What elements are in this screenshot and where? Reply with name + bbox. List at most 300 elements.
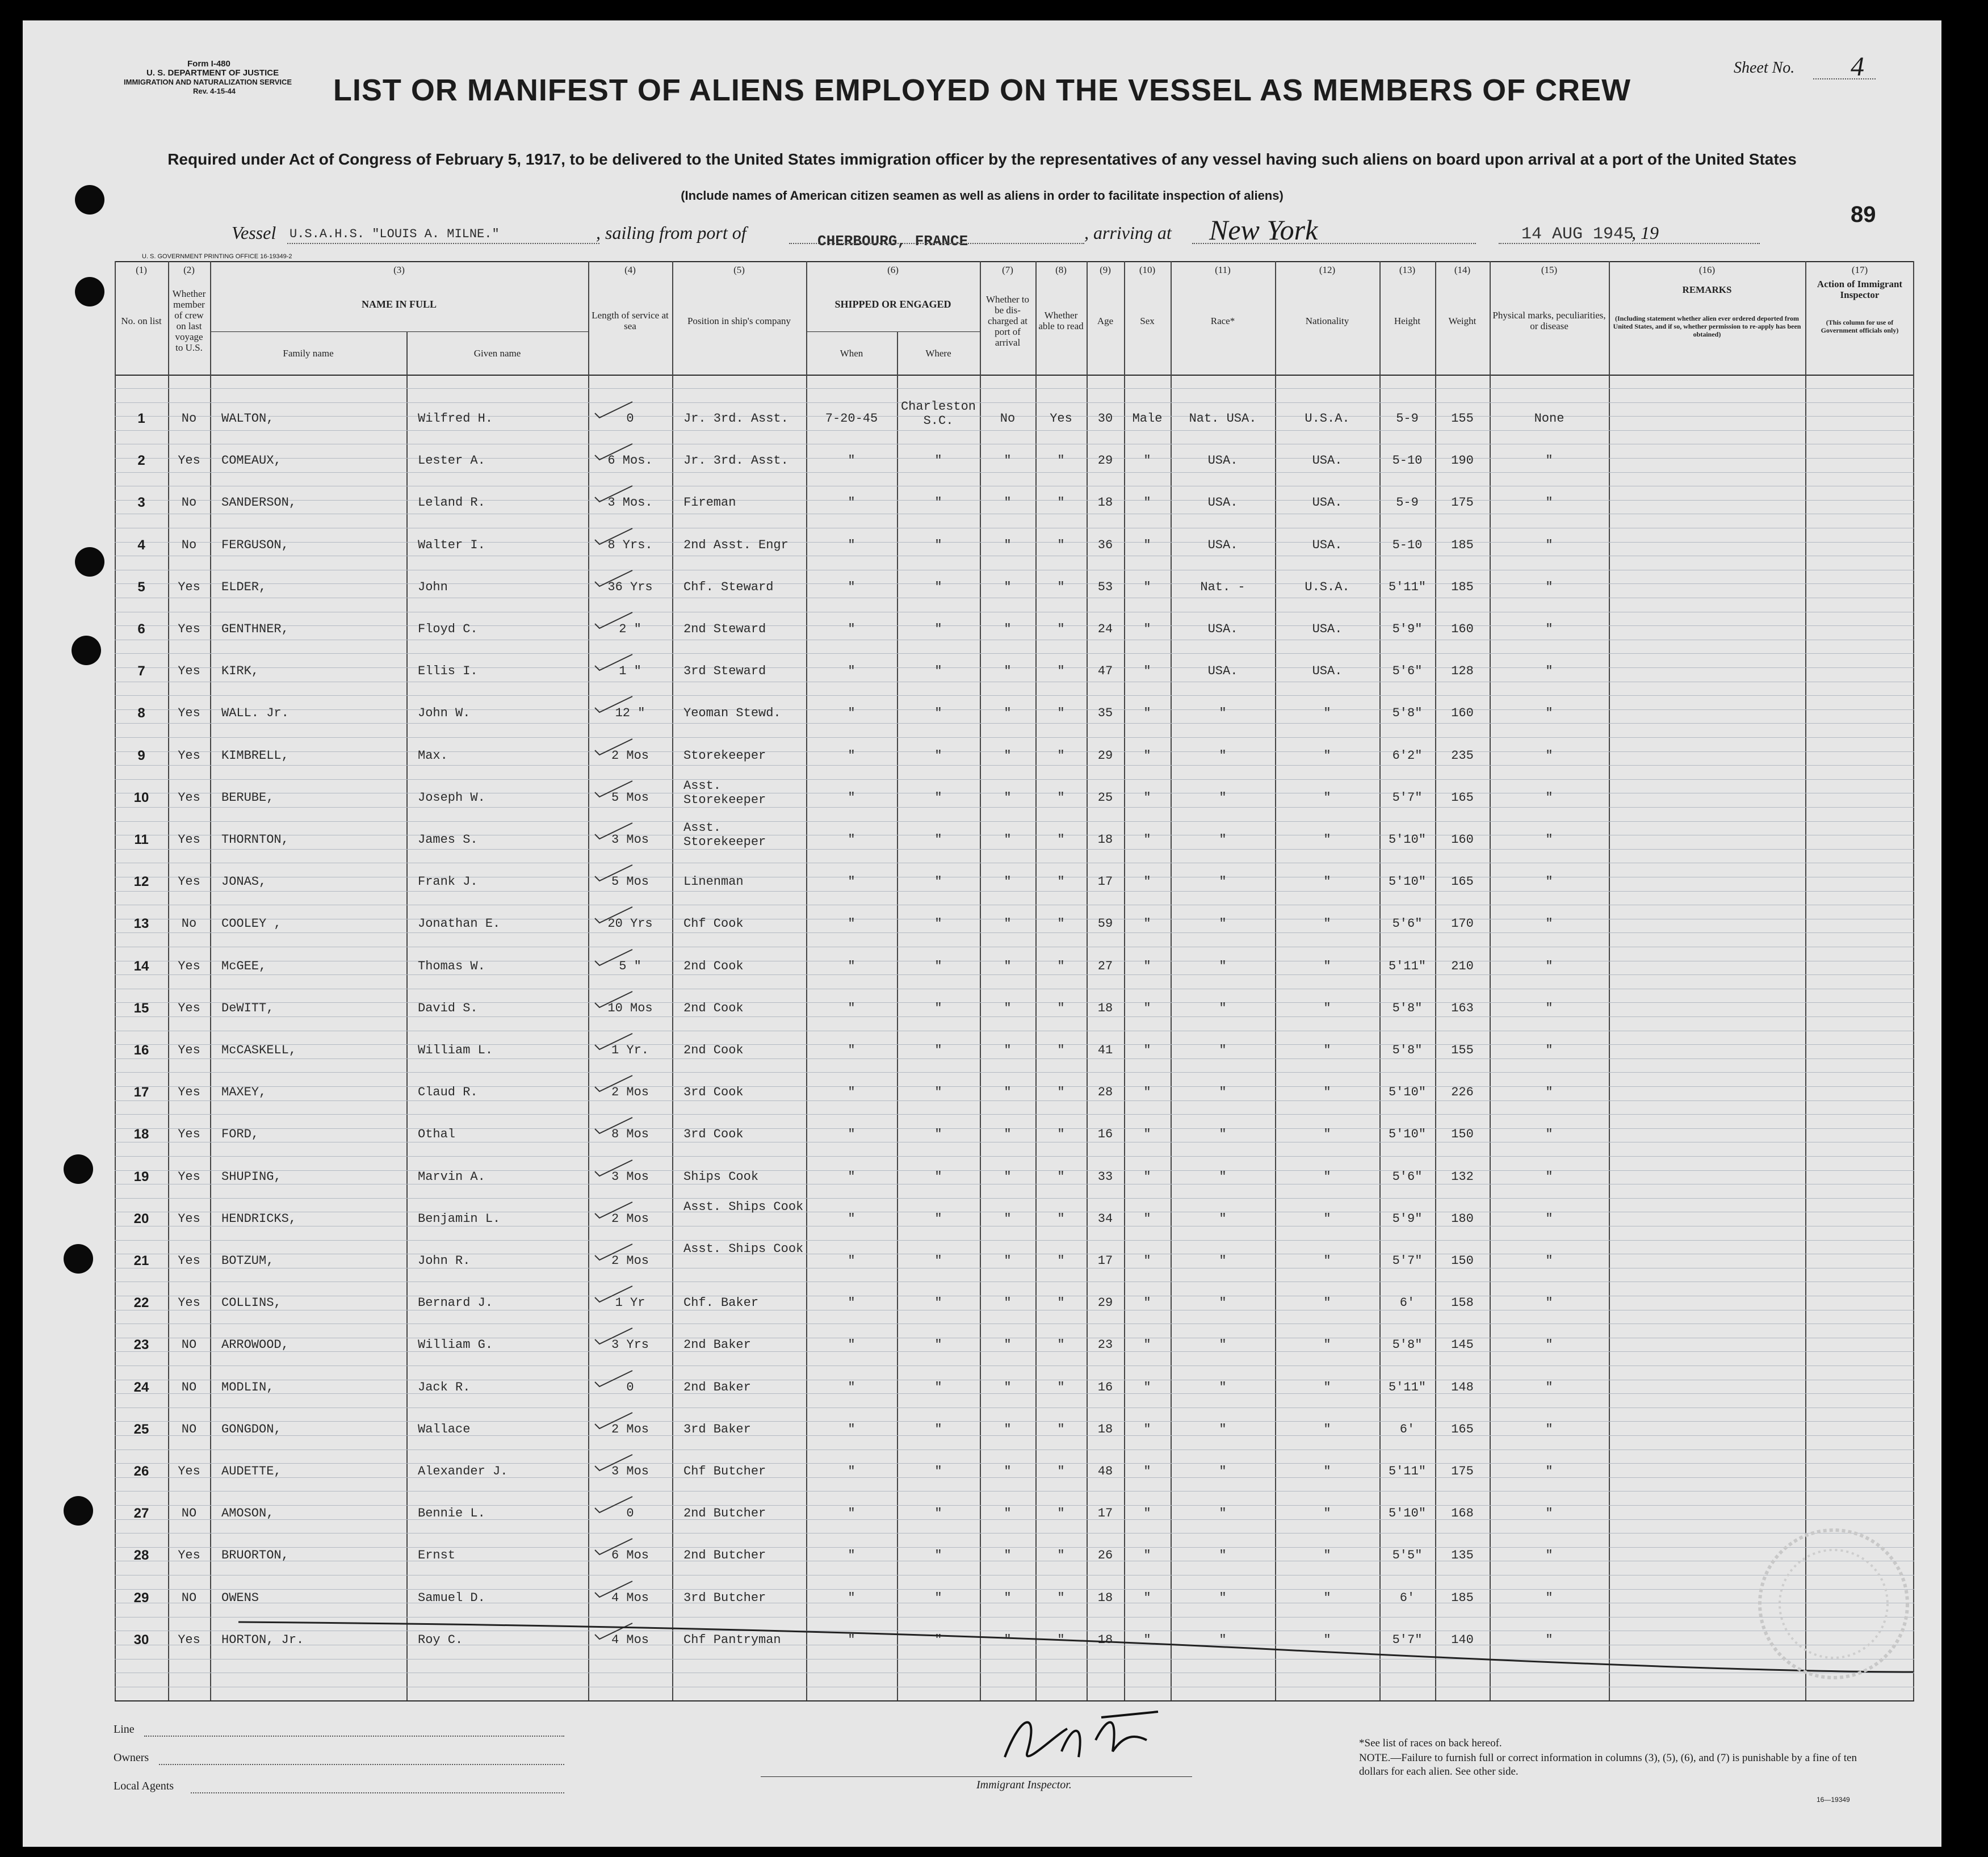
cell-nationality: " (1323, 1296, 1331, 1310)
cell-age: 33 (1097, 1170, 1113, 1184)
cell-family: MAXEY, (221, 1086, 267, 1100)
cell-height: 5'8" (1392, 1001, 1423, 1015)
cell-sex: " (1143, 833, 1151, 847)
cell-nationality: " (1323, 1549, 1331, 1563)
cell-age: 29 (1097, 749, 1113, 763)
cell-where: " (934, 665, 942, 679)
cell-no: 1 (137, 412, 145, 426)
cell-sex: " (1143, 959, 1151, 973)
column-number: (2) (183, 264, 195, 275)
cell-race: USA. (1207, 623, 1238, 636)
cell-service: 2 " (619, 623, 641, 636)
cell-given: Bennie L. (418, 1507, 485, 1521)
cell-marks: " (1545, 538, 1553, 552)
cell-crew: Yes (178, 1212, 200, 1226)
cell-position: Asst. Storekeeper (683, 778, 766, 807)
cell-height: 5'8" (1392, 1044, 1423, 1057)
cell-crew: Yes (178, 580, 200, 594)
cell-height: 5'6" (1392, 1170, 1423, 1184)
cell-where: " (934, 1549, 942, 1563)
cell-no: 20 (133, 1212, 149, 1226)
cell-where: " (934, 496, 942, 510)
cell-read: " (1057, 496, 1065, 510)
form-number: Form I-480 (187, 59, 230, 69)
cell-family: SHUPING, (221, 1170, 282, 1184)
column-number: (13) (1399, 264, 1416, 275)
revision: Rev. 4-15-44 (193, 87, 236, 95)
column-number: (14) (1454, 264, 1471, 275)
cell-marks: " (1545, 1254, 1553, 1268)
cell-sex: " (1143, 1086, 1151, 1100)
cell-marks: " (1545, 917, 1553, 931)
column-number: (1) (136, 264, 147, 275)
cell-given: Wallace (418, 1422, 471, 1436)
column-number: (16) (1698, 264, 1716, 275)
cell-discharged: " (1004, 1128, 1012, 1142)
cell-height: 5'7" (1392, 1254, 1423, 1268)
cell-family: OWENS (221, 1591, 259, 1605)
cell-given: Benjamin L. (418, 1212, 501, 1226)
cell-age: 23 (1097, 1338, 1113, 1352)
cell-age: 18 (1097, 496, 1113, 510)
cell-race: " (1219, 1296, 1227, 1310)
cell-position: 2nd Steward (683, 623, 766, 636)
cell-position: Storekeeper (683, 749, 766, 763)
cell-where: " (934, 1254, 942, 1268)
cell-height: 6' (1399, 1422, 1415, 1436)
cell-read: " (1057, 538, 1065, 552)
cell-given: Lester A. (418, 454, 485, 468)
cell-position: Asst. Ships Cook (683, 1199, 804, 1214)
cell-given: Walter I. (418, 538, 485, 552)
column-header: Race* (1210, 315, 1235, 326)
cell-marks: " (1545, 1633, 1553, 1647)
cell-when: " (848, 749, 855, 763)
cell-where: " (934, 959, 942, 973)
cell-position: 2nd Asst. Engr (683, 538, 789, 552)
cell-marks: " (1545, 833, 1553, 847)
cell-crew: No (181, 917, 197, 931)
cell-crew: Yes (178, 454, 200, 468)
cell-weight: 165 (1451, 875, 1474, 889)
cell-position: Asst. Ships Cook (683, 1242, 804, 1256)
cell-service: 2 Mos (611, 1422, 649, 1436)
cell-height: 5'10" (1388, 1507, 1426, 1521)
cell-service: 8 Mos (611, 1128, 649, 1142)
cell-age: 47 (1097, 665, 1113, 679)
cell-race: Nat. USA. (1189, 412, 1257, 426)
column-number: (17) (1851, 264, 1868, 275)
cell-race: " (1219, 707, 1227, 721)
cell-when: " (848, 959, 855, 973)
cell-height: 5'9" (1392, 1212, 1423, 1226)
cell-read: " (1057, 833, 1065, 847)
cell-sex: " (1143, 875, 1151, 889)
cell-given: Thomas W. (418, 959, 485, 973)
cell-nationality: " (1323, 1128, 1331, 1142)
inspector-label: Immigrant Inspector. (976, 1779, 1072, 1791)
cell-marks: " (1545, 1170, 1553, 1184)
vessel-label: Vessel (232, 222, 276, 243)
column-header: Physical marks, peculiarities, or disease (1492, 310, 1606, 331)
column-number: (7) (1002, 264, 1013, 275)
cell-marks: " (1545, 623, 1553, 636)
cell-crew: No (181, 538, 197, 552)
cell-no: 8 (137, 707, 145, 721)
cell-height: 5'11" (1388, 1380, 1426, 1394)
cell-nationality: " (1323, 1212, 1331, 1226)
cell-weight: 185 (1451, 538, 1474, 552)
cell-height: 6' (1399, 1591, 1415, 1605)
cell-height: 6' (1399, 1296, 1415, 1310)
cell-discharged: " (1004, 665, 1012, 679)
cell-given: Roy C. (418, 1633, 463, 1647)
arriving-port: New York (1209, 214, 1318, 246)
cell-given: Claud R. (418, 1086, 478, 1100)
column-number: (11) (1215, 264, 1231, 275)
cell-given: John W. (418, 707, 471, 721)
cell-sex: " (1143, 1001, 1151, 1015)
cell-read: " (1057, 1212, 1065, 1226)
cell-height: 5'8" (1392, 1338, 1423, 1352)
cell-position: 2nd Butcher (683, 1549, 766, 1563)
cell-where: " (934, 1086, 942, 1100)
cell-age: 59 (1097, 917, 1113, 931)
document-subtitle: Required under Act of Congress of February 5, 1917, to be delivered to the United States immigration officer by the representatives of any vessel having such aliens on board upon arrival at a port of the United States (167, 150, 1797, 168)
cell-height: 5'10" (1388, 1086, 1426, 1100)
cell-given: Othal (418, 1128, 456, 1142)
cell-service: 8 Yrs. (607, 538, 653, 552)
cell-weight: 180 (1451, 1212, 1474, 1226)
cell-position: 3rd Cook (683, 1128, 744, 1142)
cell-sex: " (1143, 1591, 1151, 1605)
cell-weight: 140 (1451, 1633, 1474, 1647)
cell-race: " (1219, 833, 1227, 847)
cell-race: " (1219, 1549, 1227, 1563)
cell-discharged: " (1004, 1507, 1012, 1521)
cell-discharged: " (1004, 1044, 1012, 1057)
printing-office: U. S. GOVERNMENT PRINTING OFFICE 16-19349-2 (142, 253, 292, 260)
cell-given: John (418, 580, 448, 594)
cell-age: 34 (1097, 1212, 1113, 1226)
cell-read: " (1057, 1086, 1065, 1100)
cell-nationality: " (1323, 1422, 1331, 1436)
year-label: , 19 (1631, 222, 1659, 243)
cell-discharged: No (1000, 412, 1016, 426)
cell-read: " (1057, 1338, 1065, 1352)
cell-sex: " (1143, 1633, 1151, 1647)
cell-race: " (1219, 1212, 1227, 1226)
cell-service: 0 (626, 1380, 634, 1394)
cell-where: " (934, 454, 942, 468)
column-header: Action of Immigrant Inspector (1817, 279, 1903, 300)
cell-read: " (1057, 1001, 1065, 1015)
cell-height: 5-9 (1396, 412, 1419, 426)
cell-given: Frank J. (418, 875, 478, 889)
cell-when: " (848, 1338, 855, 1352)
cell-where: " (934, 917, 942, 931)
cell-when: " (848, 623, 855, 636)
cell-weight: 175 (1451, 496, 1474, 510)
cell-when: 7-20-45 (825, 412, 878, 426)
cell-sex: " (1143, 707, 1151, 721)
cell-position: Chf Cook (683, 917, 744, 931)
cell-no: 12 (133, 875, 149, 890)
cell-race: " (1219, 1338, 1227, 1352)
cell-height: 5'10" (1388, 833, 1426, 847)
local-agents-label: Local Agents (114, 1780, 174, 1792)
cell-discharged: " (1004, 1212, 1012, 1226)
cell-height: 5-10 (1392, 454, 1423, 468)
cell-family: JONAS, (221, 875, 267, 889)
cell-sex: " (1143, 623, 1151, 636)
cell-where: " (934, 707, 942, 721)
cell-service: 0 (626, 1507, 634, 1521)
cell-height: 6'2" (1392, 749, 1423, 763)
cell-family: HENDRICKS, (221, 1212, 297, 1226)
cell-nationality: " (1323, 1591, 1331, 1605)
cell-marks: " (1545, 791, 1553, 805)
cell-service: 36 Yrs (607, 580, 653, 594)
cell-sex: " (1143, 1380, 1151, 1394)
cell-position: 3rd Baker (683, 1422, 751, 1436)
cell-position: Chf Pantryman (683, 1633, 781, 1647)
cell-crew: NO (181, 1422, 197, 1436)
cell-position: Fireman (683, 496, 736, 510)
cell-weight: 135 (1451, 1549, 1474, 1563)
cell-weight: 160 (1451, 623, 1474, 636)
cell-nationality: " (1323, 749, 1331, 763)
cell-weight: 170 (1451, 917, 1474, 931)
cell-where: " (934, 1170, 942, 1184)
cell-height: 5'11" (1388, 580, 1426, 594)
cell-given: John R. (418, 1254, 471, 1268)
cell-crew: Yes (178, 749, 200, 763)
cell-height: 5-10 (1392, 538, 1423, 552)
cell-family: MODLIN, (221, 1380, 274, 1394)
owners-field (159, 1764, 564, 1765)
cell-age: 18 (1097, 833, 1113, 847)
cell-height: 5'11" (1388, 959, 1426, 973)
cell-given: William G. (418, 1338, 493, 1352)
cell-crew: NO (181, 1591, 197, 1605)
cell-when: " (848, 791, 855, 805)
cell-marks: " (1545, 1380, 1553, 1394)
line-field (144, 1736, 564, 1737)
cell-age: 17 (1097, 875, 1113, 889)
column-number: (10) (1139, 264, 1156, 275)
races-note: *See list of races on back hereof. (1359, 1737, 1502, 1749)
cell-family: GENTHNER, (221, 623, 289, 636)
cell-weight: 158 (1451, 1296, 1474, 1310)
cell-when: " (848, 580, 855, 594)
cell-sex: " (1143, 749, 1151, 763)
cell-race: " (1219, 1254, 1227, 1268)
cell-race: " (1219, 749, 1227, 763)
cell-read: " (1057, 454, 1065, 468)
cell-where: " (934, 1128, 942, 1142)
cell-age: 36 (1097, 538, 1113, 552)
cell-given: Leland R. (418, 496, 485, 510)
cell-no: 4 (137, 538, 145, 553)
cell-service: 1 Yr (615, 1296, 645, 1310)
cell-discharged: " (1004, 496, 1012, 510)
cell-family: KIRK, (221, 665, 259, 679)
manifest-page (23, 20, 1941, 1847)
cell-nationality: " (1323, 1507, 1331, 1521)
cell-height: 5'9" (1392, 623, 1423, 636)
cell-service: 20 Yrs (607, 917, 653, 931)
cell-where: " (934, 875, 942, 889)
cell-age: 29 (1097, 454, 1113, 468)
cell-discharged: " (1004, 1465, 1012, 1478)
cell-no: 6 (137, 623, 145, 637)
cell-given: Jack R. (418, 1380, 471, 1394)
column-header: Whether member of crew on last voyage to U.S. (172, 288, 206, 353)
cell-crew: Yes (178, 1170, 200, 1184)
signature-line (761, 1776, 1192, 1777)
cell-race: " (1219, 1380, 1227, 1394)
cell-service: 1 " (619, 665, 641, 679)
line-label: Line (114, 1723, 135, 1736)
cell-where: " (934, 1633, 942, 1647)
cell-discharged: " (1004, 1380, 1012, 1394)
column-subheader: Family name (283, 347, 334, 359)
cell-age: 18 (1097, 1633, 1113, 1647)
sheet-label: Sheet No. (1734, 59, 1795, 77)
cell-race: USA. (1207, 496, 1238, 510)
cell-nationality: " (1323, 1254, 1331, 1268)
cell-nationality: " (1323, 1001, 1331, 1015)
cell-marks: " (1545, 496, 1553, 510)
cell-sex: " (1143, 496, 1151, 510)
cell-discharged: " (1004, 1591, 1012, 1605)
cell-marks: " (1545, 749, 1553, 763)
cell-crew: NO (181, 1507, 197, 1521)
cell-when: " (848, 496, 855, 510)
cell-discharged: " (1004, 623, 1012, 636)
cell-age: 17 (1097, 1507, 1113, 1521)
cell-where: " (934, 1044, 942, 1057)
cell-race: " (1219, 1465, 1227, 1478)
cell-when: " (848, 833, 855, 847)
cell-discharged: " (1004, 707, 1012, 721)
cell-service: 10 Mos (607, 1001, 653, 1015)
cell-where: Charleston S.C. (900, 400, 976, 428)
cell-race: " (1219, 791, 1227, 805)
cell-given: William L. (418, 1044, 493, 1057)
cell-no: 13 (133, 917, 149, 932)
cell-race: USA. (1207, 538, 1238, 552)
column-number: (12) (1319, 264, 1336, 275)
cell-given: Samuel D. (418, 1591, 485, 1605)
cell-when: " (848, 1296, 855, 1310)
cell-age: 27 (1097, 959, 1113, 973)
cell-age: 16 (1097, 1380, 1113, 1394)
cell-age: 26 (1097, 1549, 1113, 1563)
cell-read: " (1057, 1549, 1065, 1563)
cell-age: 53 (1097, 580, 1113, 594)
cell-given: Marvin A. (418, 1170, 485, 1184)
column-header: Height (1394, 315, 1421, 326)
cell-age: 41 (1097, 1044, 1113, 1057)
cell-weight: 155 (1451, 1044, 1474, 1057)
column-header: Weight (1448, 315, 1477, 326)
cell-family: DeWITT, (221, 1001, 274, 1015)
cell-sex: " (1143, 1338, 1151, 1352)
cell-no: 26 (133, 1465, 149, 1479)
cell-crew: Yes (178, 791, 200, 805)
cell-family: ARROWOOD, (221, 1338, 289, 1352)
cell-nationality: " (1323, 1170, 1331, 1184)
cell-family: McGEE, (221, 959, 267, 973)
cell-no: 27 (133, 1507, 149, 1522)
cell-crew: Yes (178, 1128, 200, 1142)
cell-when: " (848, 454, 855, 468)
cell-family: FERGUSON, (221, 538, 289, 552)
cell-marks: " (1545, 1507, 1553, 1521)
cell-where: " (934, 1296, 942, 1310)
cell-weight: 145 (1451, 1338, 1474, 1352)
cell-marks: None (1534, 412, 1565, 426)
cell-sex: " (1143, 1465, 1151, 1478)
cell-when: " (848, 1170, 855, 1184)
cell-race: " (1219, 1044, 1227, 1057)
cell-when: " (848, 1422, 855, 1436)
cell-read: " (1057, 791, 1065, 805)
cell-service: 2 Mos (611, 749, 649, 763)
penalty-note: NOTE.—Failure to furnish full or correct information in columns (3), (5), (6), and (7) is punishable by a fine of ten dollars for each alien. See other side. (1359, 1752, 1857, 1778)
cell-discharged: " (1004, 791, 1012, 805)
cell-weight: 165 (1451, 1422, 1474, 1436)
cell-discharged: " (1004, 959, 1012, 973)
cell-crew: Yes (178, 1044, 200, 1057)
column-header: Position in ship's company (687, 315, 791, 326)
cell-sex: " (1143, 1422, 1151, 1436)
cell-where: " (934, 623, 942, 636)
cell-where: " (934, 1422, 942, 1436)
cell-crew: Yes (178, 875, 200, 889)
cell-crew: NO (181, 1380, 197, 1394)
port-of-departure: CHERBOURG, FRANCE (817, 233, 968, 250)
cell-crew: Yes (178, 1465, 200, 1478)
cell-weight: 155 (1451, 412, 1474, 426)
cell-position: Jr. 3rd. Asst. (683, 454, 789, 468)
cell-sex: " (1143, 665, 1151, 679)
cell-family: COMEAUX, (221, 454, 282, 468)
document-instructions: (Include names of American citizen seamen as well as aliens in order to facilitate inspection of aliens) (681, 188, 1284, 203)
cell-weight: 235 (1451, 749, 1474, 763)
cell-position: 2nd Butcher (683, 1507, 766, 1521)
sheet-number: 4 (1851, 52, 1864, 82)
cell-no: 18 (133, 1128, 149, 1142)
cell-where: " (934, 749, 942, 763)
cell-position: Yeoman Stewd. (683, 707, 781, 721)
document-title: LIST OR MANIFEST OF ALIENS EMPLOYED ON THE VESSEL AS MEMBERS OF CREW (333, 73, 1631, 107)
service: IMMIGRATION AND NATURALIZATION SERVICE (124, 78, 292, 86)
cell-age: 29 (1097, 1296, 1113, 1310)
cell-service: 5 Mos (611, 791, 649, 805)
cell-race: " (1219, 1170, 1227, 1184)
cell-sex: " (1143, 1044, 1151, 1057)
column-number: (6) (887, 264, 899, 275)
cell-height: 5'10" (1388, 1128, 1426, 1142)
column-header-note: (Including statement whether alien ever ordered deported from United States, and if so, whether permission to re-apply has been obtained) (1613, 314, 1801, 338)
cell-position: 2nd Cook (683, 1001, 744, 1015)
cell-position: Ships Cook (683, 1170, 759, 1184)
cell-nationality: USA. (1312, 538, 1343, 552)
cell-nationality: " (1323, 1633, 1331, 1647)
